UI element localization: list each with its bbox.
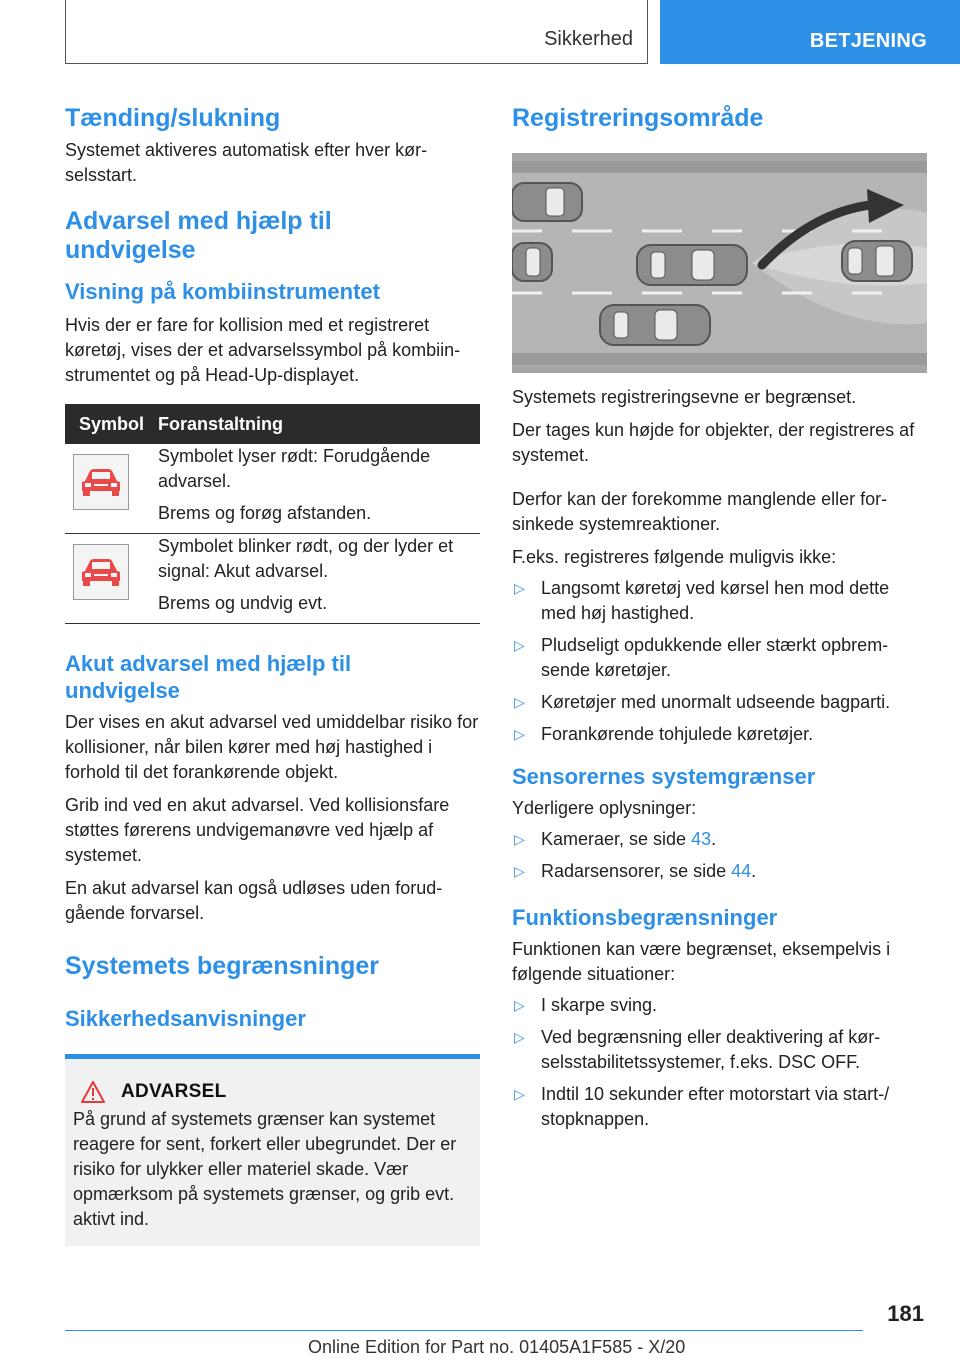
triangle-bullet-icon: ▷ [514,637,525,653]
list-item [512,827,917,852]
para-akut-2: Grib ind ved en akut advarsel. Ved kollisionsfare støttes førerens undvigemanøvre ved hjælp af systemet. [65,795,450,865]
para-sensor: Yderligere oplysninger: [512,798,697,818]
triangle-bullet-icon: ▷ [514,831,525,847]
function-limits-list [512,993,917,1132]
car-icon [512,243,552,281]
list-item-text: Langsomt køretøj ved kørsel hen mod dette med høj hastighed. [541,578,890,623]
warning-triangle-icon [81,1081,105,1103]
list-item [512,859,917,884]
warning-title-row [81,1081,472,1103]
page-link-43[interactable]: 43 [691,829,712,849]
heading-begraensninger: Systemets begrænsninger [65,952,379,980]
right-column [512,100,917,1139]
list-item [512,633,917,683]
heading-advarsel: Advarsel med hjælp til undvigelse [65,207,332,264]
header-chapter-tab [660,0,960,64]
list-item [512,1025,917,1075]
list-item [512,722,917,747]
warning-text: På grund af systemets grænser kan systemet reagere for sent, forkert eller ubegrundet. Der er risiko for ulykker eller materiel skade. Vær opmærksom på systemets grænser, og grib evt. aktivt ind. [73,1109,457,1229]
table-cell-action [158,444,480,534]
row2-line2: Brems og undvig evt. [158,593,328,613]
list-item [512,1082,917,1132]
para-reg-3: Derfor kan der forekomme manglende eller for-sinkede systemreaktioner. [512,489,888,534]
heading-sikkerhedsanvisninger: Sikkerhedsanvisninger [65,1006,306,1031]
table-cell-icon [65,534,158,624]
car-icon [600,305,710,345]
triangle-bullet-icon: ▷ [514,863,525,879]
table-header-symbol: Symbol [65,404,158,444]
heading-akut: Akut advarsel med hjælp til undvigelse [65,651,352,703]
heading-taending: Tænding/slukning [65,104,281,132]
car-collision-warning-icon [73,544,129,600]
table-cell-action [158,534,480,624]
undetected-list [512,576,917,747]
list-item-text: Ved begrænsning eller deaktivering af kør-selsstabilitetssystemer, f.eks. DSC OFF. [541,1027,881,1072]
left-column [65,100,480,1246]
header-section-title: Sikkerhed [544,28,633,50]
list-item-text: Køretøjer med unormalt udseende bagparti. [541,692,891,712]
para-visning: Hvis der er fare for kollision med et registreret køretøj, vises der et advarselssymbol på kombiin-strumentet og på Head-Up-displayet. [65,315,461,385]
list-item [512,576,917,626]
footer-divider [65,1330,863,1331]
list-item-text: Radarsensorer, se side [541,861,732,881]
para-funk: Funktionen kan være begrænset, eksempelvis i følgende situationer: [512,939,891,984]
heading-sensorer: Sensorernes systemgrænser [512,764,816,789]
para-reg-4: F.eks. registreres følgende muligvis ikke: [512,547,837,567]
triangle-bullet-icon: ▷ [514,726,525,742]
list-item-text: Forankørende tohjulede køretøjer. [541,724,814,744]
page-number: 181 [887,1301,924,1326]
para-akut-3: En akut advarsel kan også udløses uden forud-gående forvarsel. [65,878,443,923]
list-item-text: Pludseligt opdukkende eller stærkt opbrem-sende køretøjer. [541,635,889,680]
warning-box [65,1054,480,1246]
list-item-end: . [711,829,717,849]
page-link-44[interactable]: 44 [731,861,752,881]
car-collision-warning-icon [73,454,129,510]
para-reg-1: Systemets registreringsevne er begrænset. [512,387,857,407]
table-row [65,444,480,534]
header-chapter-title: BETJENING [809,30,927,52]
list-item-text: I skarpe sving. [541,995,658,1015]
sensor-list [512,827,917,884]
car-icon [637,245,747,285]
para-taending: Systemet aktiveres automatisk efter hver kør-selsstart. [65,140,428,185]
heading-registreringsomraade: Registreringsområde [512,104,764,132]
table-header-row [65,404,480,444]
list-item-end: . [751,861,757,881]
footer-edition: Online Edition for Part no. 01405A1F585 - X/20 [308,1337,686,1357]
header-section-box [65,0,648,64]
list-item [512,993,917,1018]
symbol-table [65,404,480,624]
table-header-action: Foranstaltning [158,404,480,444]
list-item-text: Kameraer, se side [541,829,692,849]
heading-visning: Visning på kombiinstrumentet [65,279,380,304]
triangle-bullet-icon: ▷ [514,1029,525,1045]
heading-funktionsbegraensninger: Funktionsbegrænsninger [512,905,778,930]
triangle-bullet-icon: ▷ [514,1086,525,1102]
para-reg-2: Der tages kun højde for objekter, der registreres af systemet. [512,420,915,465]
warning-title: ADVARSEL [121,1081,227,1102]
table-row [65,534,480,624]
row1-line1: Symbolet lyser rødt: Forudgående advarsel. [158,446,431,491]
triangle-bullet-icon: ▷ [514,694,525,710]
list-item [512,690,917,715]
triangle-bullet-icon: ▷ [514,997,525,1013]
car-icon [512,183,582,221]
detection-range-illustration [512,153,927,373]
triangle-bullet-icon: ▷ [514,580,525,596]
row1-line2: Brems og forøg afstanden. [158,503,372,523]
table-cell-icon [65,444,158,534]
car-icon [842,241,912,281]
list-item-text: Indtil 10 sekunder efter motorstart via start-/ stopknappen. [541,1084,890,1129]
row2-line1: Symbolet blinker rødt, og der lyder et signal: Akut advarsel. [158,536,454,581]
para-akut-1: Der vises en akut advarsel ved umiddelbar risiko for kollisioner, når bilen kører med høj hastighed i forhold til det forankørende objekt. [65,712,479,782]
